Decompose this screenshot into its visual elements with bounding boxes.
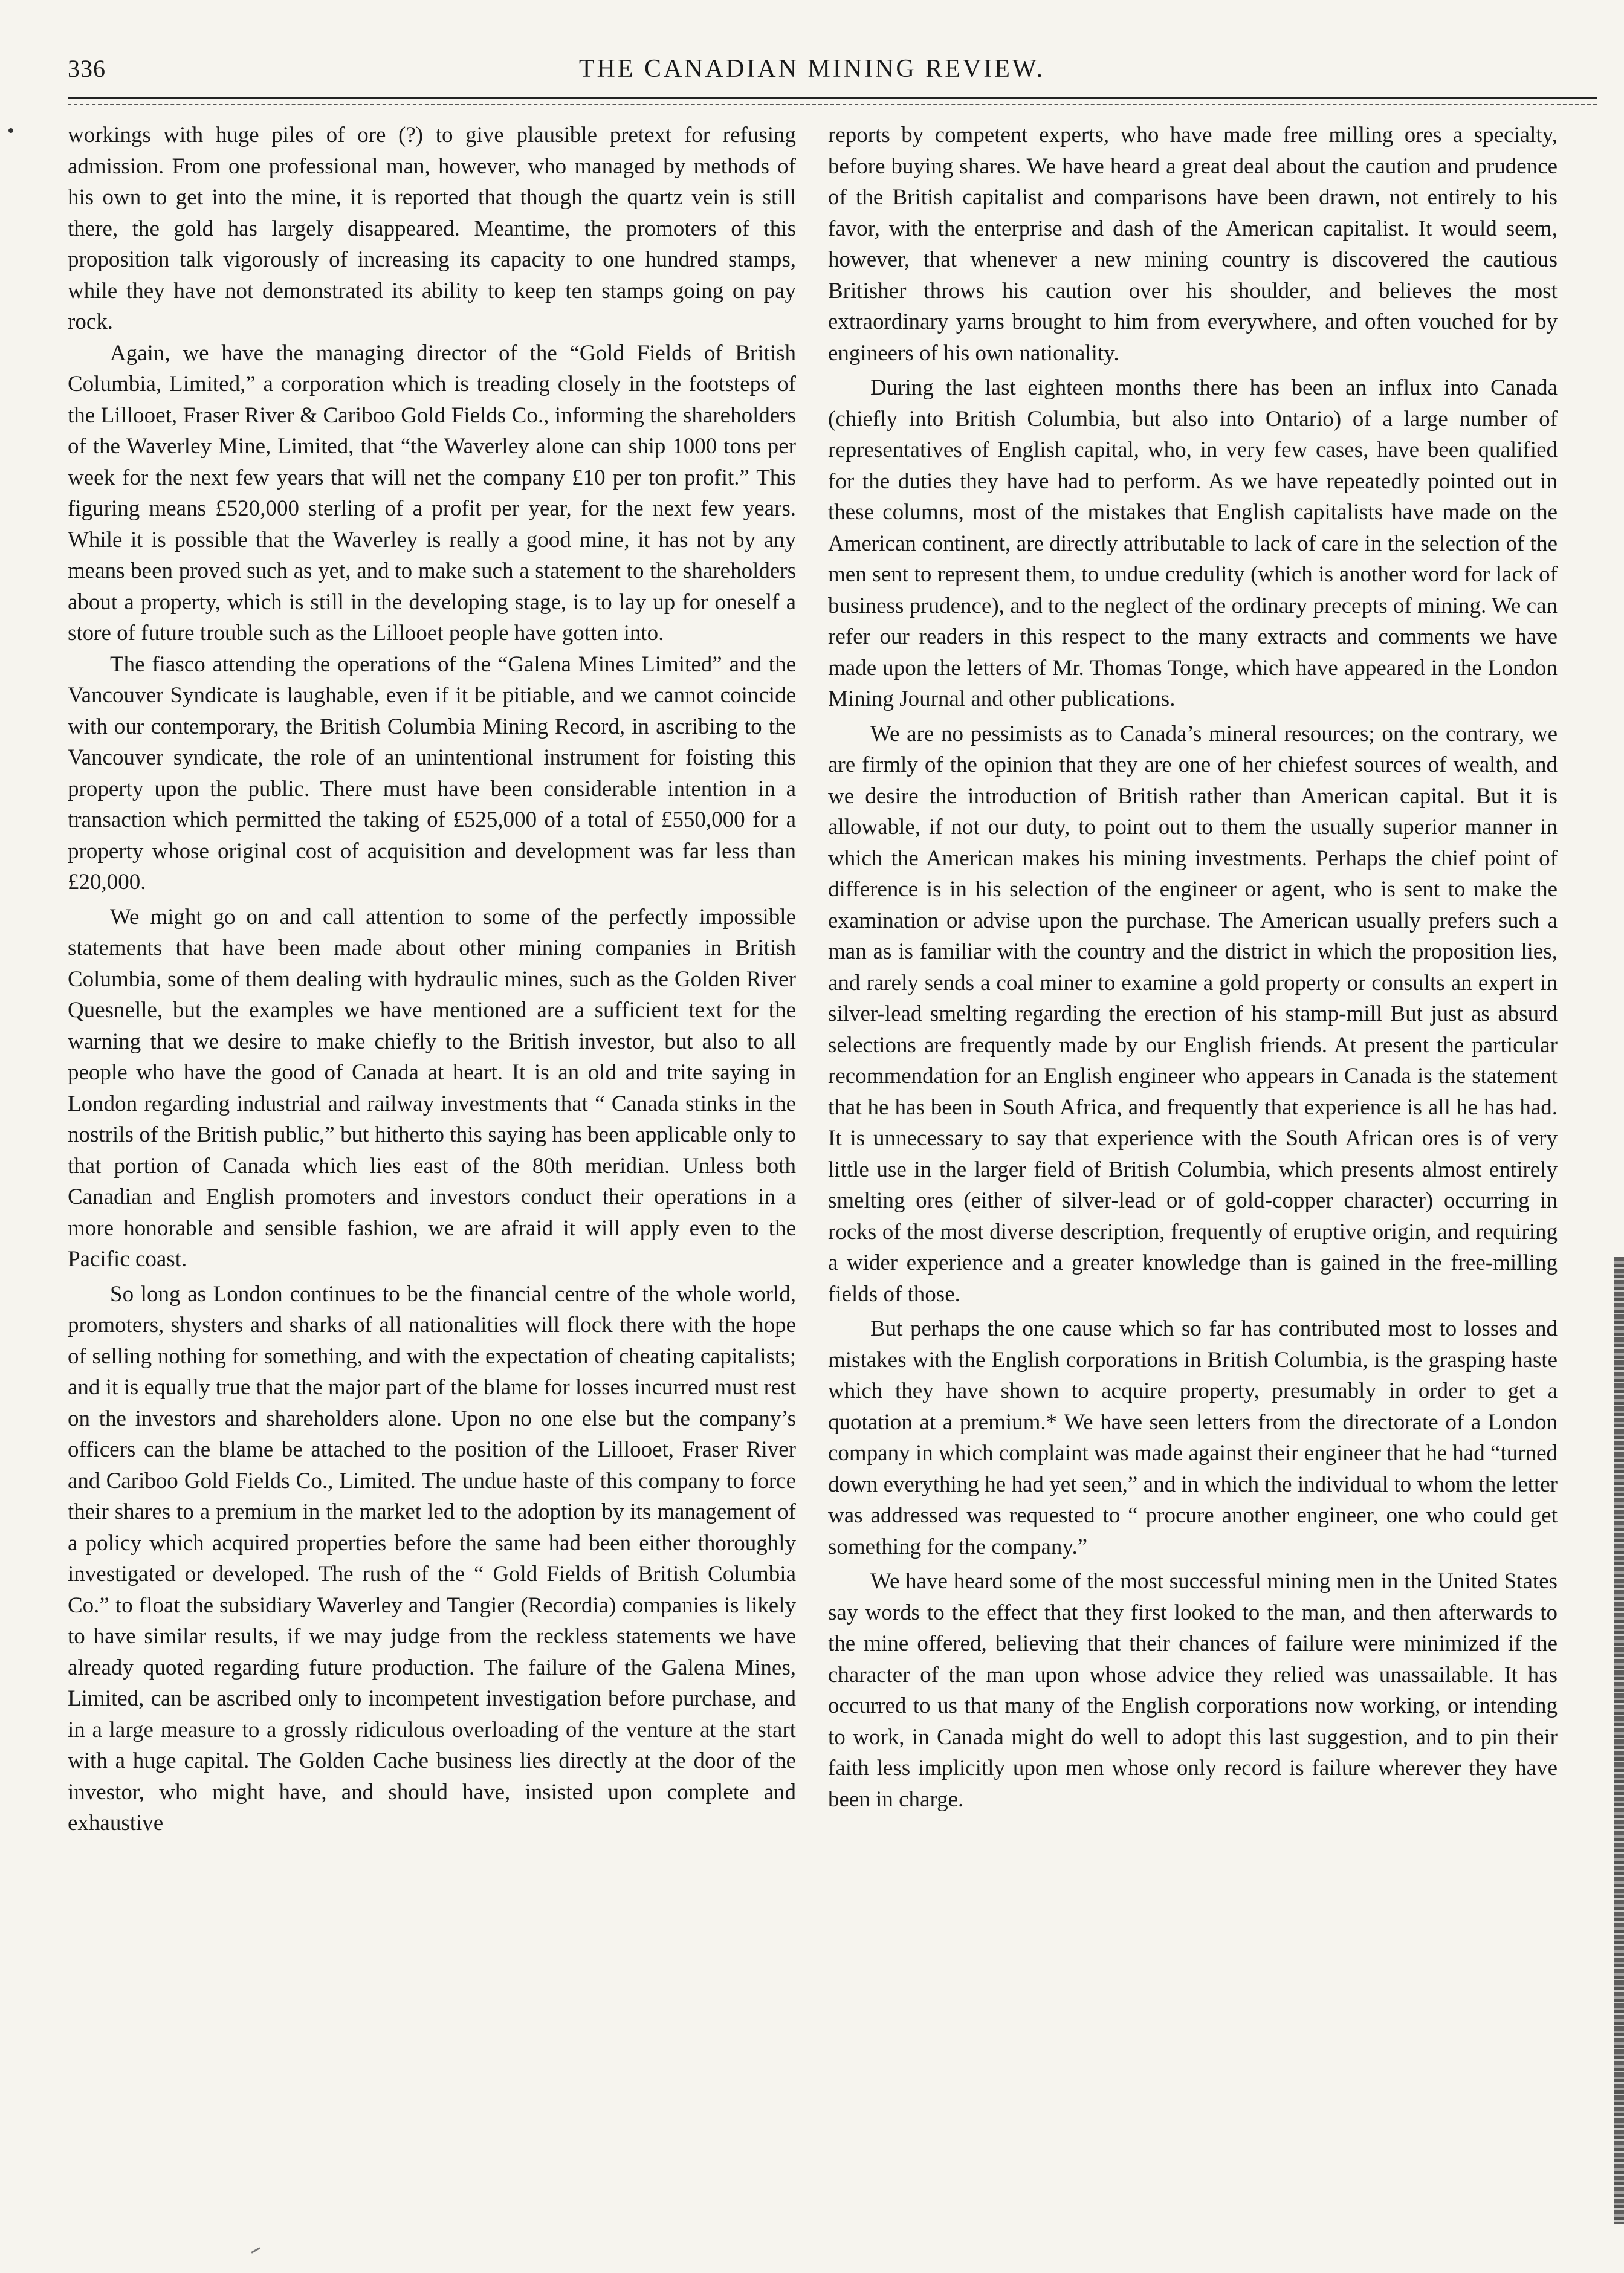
right-paragraph-2: During the last eighteen months there has been an influx into Canada (chiefly into British Columbia, but also into Ontario) of a large number of representatives of English capital, who, in very few cases, have been qualified for the duties they have had to perform. As we have repeatedly pointed out in these columns, most of the mistakes that English capitalists have made on the American continent, are directly attributable to lack of care in the selection of the men sent to represent them, to undue credulity (which is another word for lack of business prudence), and to the neglect of the ordinary precepts of mining. We can refer our readers in this respect to the many extracts and comments we have made upon the letters of Mr. Thomas Tonge, which have appeared in the London Mining Journal and other publications. [828, 375, 1558, 711]
right-column [828, 120, 1558, 2223]
header-rule [68, 97, 1597, 99]
left-column [68, 120, 796, 2223]
left-paragraph-3: The fiasco attending the operations of the “Galena Mines Limited” and the Vancouver Syndicate is laughable, even if it be pitiable, and we cannot coincide with our contemporary, the British Columbia Mining Record, in ascribing to the Vancouver syndicate, the role of an unintentional instrument for foisting this property upon the public. There must have been considerable intention in a transaction which permitted the taking of £525,000 of a total of £550,000 for a property whose original cost of acquisition and development was far less than £20,000. [68, 652, 796, 894]
right-paragraph-1: reports by competent experts, who have made free milling ores a specialty, before buying shares. We have heard a great deal about the caution and prudence of the British capitalist and comparisons have been drawn, not entirely to his favor, with the enterprise and dash of the American capitalist. It would seem, however, that whenever a new mining country is discovered the cautious Britisher throws his caution over his shoulder, and believes the most extraordinary yarns brought to him from everywhere, and often vouched for by engineers of his own nationality. [828, 123, 1558, 366]
left-paragraph-1: workings with huge piles of ore (?) to give plausible pretext for refusing admission. From one professional man, however, who managed by methods of his own to get into the mine, it is reported that though the quartz vein is still there, the gold has largely disappeared. Meantime, the promoters of this proposition talk vigorously of increasing its capacity to one hundred stamps, while they have not demonstrated its ability to keep ten stamps going on pay rock. [68, 123, 796, 334]
margin-dot [8, 128, 13, 133]
right-paragraph-5: We have heard some of the most successful mining men in the United States say words to the effect that they first looked to the man, and then afterwards to the mine offered, believing that their chances of failure were minimized if the character of the man upon whose advice they relied was unassailable. It has occurred to us that many of the English corporations now working, or intending to work, in Canada might do well to adopt this last suggestion, and to pin their faith less implicitly upon men whose only record is failure wherever they have been in charge. [828, 1569, 1558, 1812]
page-edge-scan-artifact [1614, 1257, 1624, 2224]
header-rule-dashed [68, 104, 1597, 105]
right-paragraph-4: But perhaps the one cause which so far has contributed most to losses and mistakes with the English corporations in British Columbia, is the grasping haste which they have shown to acquire property, presumably in order to get a quotation at a premium.* We have seen letters from the directorate of a London company in which complaint was made against their engineer that he had “turned down everything he had yet seen,” and in which the individual to whom the letter was addressed was requested to “ procure another engineer, one who could get something for the company.” [828, 1316, 1558, 1559]
running-head-title: THE CANADIAN MINING REVIEW. [578, 55, 1046, 83]
left-paragraph-2: Again, we have the managing director of the “Gold Fields of British Columbia, Limited,” a corporation which is treading closely in the footsteps of the Lillooet, Fraser River & Cariboo Gold Fields Co., informing the shareholders of the Waverley Mine, Limited, that “the Waverley alone can ship 1000 tons per week for the next few years that will net the company £10 per ton profit.” This figuring means £520,000 sterling of a profit per year, for the next few years. While it is possible that the Waverley is really a good mine, it has not by any means been proved such as yet, and to make such a statement to the shareholders about a property, which is still in the developing stage, is to lay up for oneself a store of future trouble such as the Lillooet people have gotten into. [68, 340, 796, 645]
left-paragraph-5: So long as London continues to be the financial centre of the whole world, promoters, shysters and sharks of all nationalities will flock there with the hope of selling nothing for something, and with the expectation of cheating capitalists; and it is equally true that the major part of the blame for losses incurred must rest on the investors and shareholders alone. Upon no one else but the company’s officers can the blame be attached to the position of the Lillooet, Fraser River and Cariboo Gold Fields Co., Limited. The undue haste of this company to force their shares to a premium in the market led to the adoption by its management of a policy which acquired properties before the same had been either thoroughly investigated or developed. The rush of the “ Gold Fields of British Columbia Co.” to float the subsidiary Waverley and Tangier (Recordia) companies is likely to have similar results, if we may judge from the reckless statements we have already quoted regarding future production. The failure of the Galena Mines, Limited, can be ascribed only to incompetent investigation before purchase, and in a large measure to a grossly ridiculous overloading of the venture at the start with a huge capital. The Golden Cache business lies directly at the door of the investor, who might have, and should have, insisted upon complete and exhaustive [68, 1281, 796, 1835]
left-paragraph-4: We might go on and call attention to some of the perfectly impossible statements that have been made about other mining companies in British Columbia, some of them dealing with hydraulic mines, such as the Golden River Quesnelle, but the examples we have mentioned are a sufficient text for the warning that we desire to make chiefly to the British investor, but also to all people who have the good of Canada at heart. It is an old and trite saying in London regarding industrial and railway investments that “ Canada stinks in the nostrils of the British public,” but hitherto this saying has been applicable only to that portion of Canada which lies east of the 80th meridian. Unless both Canadian and English promoters and investors conduct their operations in a more honorable and sensible fashion, we are afraid it will apply even to the Pacific coast. [68, 904, 796, 1272]
right-paragraph-3: We are no pessimists as to Canada’s mineral resources; on the contrary, we are firmly of the opinion that they are one of her chiefest sources of wealth, and we desire the introduction of British rather than American capital. But it is allowable, if not our duty, to point out to them the usually superior manner in which the American makes his mining investments. Perhaps the chief point of difference is in his selection of the engineer or agent, who is sent to make the examination or advise upon the purchase. The American usually prefers such a man as is familiar with the country and the district in which the proposition lies, and rarely sends a coal miner to examine a gold property or consults an expert in silver-lead smelting regarding the erection of his stamp-mill But just as absurd selections are frequently made by our English friends. At present the particular recommendation for an English engineer who appears in Canada is the statement that he has been in South Africa, and frequently that experience is all he has had. It is unnecessary to say that experience with the South African ores is of very little use in the larger field of British Columbia, which presents almost entirely smelting ores (either of silver-lead or of gold-copper character) occurring in rocks of the most diverse description, frequently of eruptive origin, and requiring a wider experience and a greater knowledge than is gained in the free-milling fields of those. [828, 721, 1558, 1307]
page-number: 336 [68, 55, 106, 82]
bottom-stray-mark [251, 2247, 260, 2254]
